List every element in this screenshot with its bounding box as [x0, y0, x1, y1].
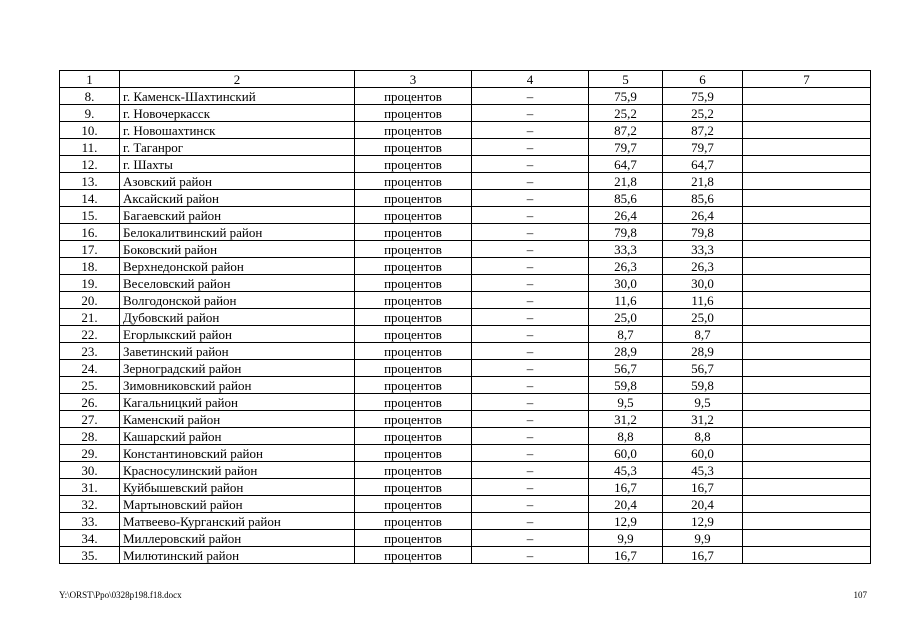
territory-name-cell: Веселовский район — [120, 275, 355, 292]
column-6-value-cell: 79,8 — [663, 224, 743, 241]
table-row — [60, 445, 871, 462]
territory-name-cell: Зимовниковский район — [120, 377, 355, 394]
column-7-cell — [743, 207, 871, 224]
territory-name-cell: Милютинский район — [120, 547, 355, 564]
column-4-cell: – — [472, 479, 589, 496]
table-row — [60, 411, 871, 428]
table-row — [60, 547, 871, 564]
unit-cell: процентов — [355, 207, 472, 224]
territory-name-cell: Азовский район — [120, 173, 355, 190]
unit-cell: процентов — [355, 326, 472, 343]
column-6-value-cell: 26,4 — [663, 207, 743, 224]
column-7-cell — [743, 190, 871, 207]
territory-name-cell: г. Таганрог — [120, 139, 355, 156]
column-4-cell: – — [472, 224, 589, 241]
territory-name-cell: Кагальницкий район — [120, 394, 355, 411]
column-7-cell — [743, 292, 871, 309]
territory-name-cell: Верхнедонской район — [120, 258, 355, 275]
column-4-cell: – — [472, 105, 589, 122]
row-number-cell: 17. — [60, 241, 120, 258]
column-4-cell: – — [472, 122, 589, 139]
column-7-cell — [743, 105, 871, 122]
territory-name-cell: Егорлыкский район — [120, 326, 355, 343]
column-5-value-cell: 9,9 — [589, 530, 663, 547]
unit-cell: процентов — [355, 343, 472, 360]
column-5-value-cell: 16,7 — [589, 547, 663, 564]
column-6-value-cell: 64,7 — [663, 156, 743, 173]
column-6-value-cell: 56,7 — [663, 360, 743, 377]
row-number-cell: 31. — [60, 479, 120, 496]
row-number-cell: 21. — [60, 309, 120, 326]
page-number: 107 — [853, 590, 867, 600]
column-4-cell: – — [472, 445, 589, 462]
row-number-cell: 15. — [60, 207, 120, 224]
unit-cell: процентов — [355, 462, 472, 479]
column-6-value-cell: 30,0 — [663, 275, 743, 292]
column-4-cell: – — [472, 326, 589, 343]
column-7-cell — [743, 343, 871, 360]
table-row — [60, 309, 871, 326]
column-7-cell — [743, 547, 871, 564]
column-6-value-cell: 45,3 — [663, 462, 743, 479]
table-row — [60, 360, 871, 377]
column-6-value-cell: 20,4 — [663, 496, 743, 513]
table-row — [60, 207, 871, 224]
table-row — [60, 190, 871, 207]
territory-name-cell: г. Новочеркасск — [120, 105, 355, 122]
column-4-cell: – — [472, 309, 589, 326]
row-number-cell: 9. — [60, 105, 120, 122]
column-5-value-cell: 16,7 — [589, 479, 663, 496]
column-5-value-cell: 11,6 — [589, 292, 663, 309]
table-row — [60, 479, 871, 496]
territory-name-cell: Миллеровский район — [120, 530, 355, 547]
row-number-cell: 11. — [60, 139, 120, 156]
column-6-value-cell: 9,5 — [663, 394, 743, 411]
column-5-value-cell: 28,9 — [589, 343, 663, 360]
territory-name-cell: Багаевский район — [120, 207, 355, 224]
unit-cell: процентов — [355, 513, 472, 530]
column-7-cell — [743, 88, 871, 105]
column-7-cell — [743, 377, 871, 394]
table-row — [60, 88, 871, 105]
column-6-value-cell: 60,0 — [663, 445, 743, 462]
unit-cell: процентов — [355, 241, 472, 258]
row-number-cell: 34. — [60, 530, 120, 547]
table-row — [60, 139, 871, 156]
column-6-value-cell: 33,3 — [663, 241, 743, 258]
row-number-cell: 33. — [60, 513, 120, 530]
unit-cell: процентов — [355, 411, 472, 428]
column-4-cell: – — [472, 377, 589, 394]
column-5-value-cell: 20,4 — [589, 496, 663, 513]
header-cell: 2 — [120, 71, 355, 88]
header-cell: 5 — [589, 71, 663, 88]
table-header-row — [60, 71, 871, 88]
table-row — [60, 156, 871, 173]
row-number-cell: 18. — [60, 258, 120, 275]
unit-cell: процентов — [355, 377, 472, 394]
row-number-cell: 16. — [60, 224, 120, 241]
column-4-cell: – — [472, 190, 589, 207]
table-row — [60, 394, 871, 411]
column-4-cell: – — [472, 394, 589, 411]
unit-cell: процентов — [355, 173, 472, 190]
unit-cell: процентов — [355, 530, 472, 547]
territory-name-cell: Мартыновский район — [120, 496, 355, 513]
row-number-cell: 30. — [60, 462, 120, 479]
column-4-cell: – — [472, 88, 589, 105]
column-6-value-cell: 12,9 — [663, 513, 743, 530]
row-number-cell: 8. — [60, 88, 120, 105]
table-row — [60, 292, 871, 309]
column-5-value-cell: 56,7 — [589, 360, 663, 377]
column-5-value-cell: 31,2 — [589, 411, 663, 428]
column-7-cell — [743, 156, 871, 173]
territory-name-cell: Куйбышевский район — [120, 479, 355, 496]
territory-name-cell: Заветинский район — [120, 343, 355, 360]
column-6-value-cell: 25,0 — [663, 309, 743, 326]
territory-name-cell: Красносулинский район — [120, 462, 355, 479]
column-7-cell — [743, 224, 871, 241]
column-5-value-cell: 59,8 — [589, 377, 663, 394]
row-number-cell: 35. — [60, 547, 120, 564]
territory-name-cell: Зерноградский район — [120, 360, 355, 377]
territory-name-cell: г. Шахты — [120, 156, 355, 173]
column-6-value-cell: 79,7 — [663, 139, 743, 156]
column-7-cell — [743, 139, 871, 156]
row-number-cell: 13. — [60, 173, 120, 190]
row-number-cell: 20. — [60, 292, 120, 309]
column-5-value-cell: 25,2 — [589, 105, 663, 122]
column-7-cell — [743, 258, 871, 275]
territory-name-cell: Каменский район — [120, 411, 355, 428]
column-7-cell — [743, 428, 871, 445]
unit-cell: процентов — [355, 547, 472, 564]
column-7-cell — [743, 496, 871, 513]
column-7-cell — [743, 394, 871, 411]
unit-cell: процентов — [355, 496, 472, 513]
territory-name-cell: Волгодонской район — [120, 292, 355, 309]
table-row — [60, 513, 871, 530]
header-cell: 6 — [663, 71, 743, 88]
territory-name-cell: Константиновский район — [120, 445, 355, 462]
unit-cell: процентов — [355, 258, 472, 275]
column-4-cell: – — [472, 513, 589, 530]
column-4-cell: – — [472, 156, 589, 173]
column-4-cell: – — [472, 207, 589, 224]
column-5-value-cell: 75,9 — [589, 88, 663, 105]
unit-cell: процентов — [355, 445, 472, 462]
unit-cell: процентов — [355, 139, 472, 156]
column-5-value-cell: 85,6 — [589, 190, 663, 207]
column-7-cell — [743, 462, 871, 479]
column-4-cell: – — [472, 547, 589, 564]
data-table — [59, 70, 871, 564]
column-6-value-cell: 87,2 — [663, 122, 743, 139]
header-cell: 7 — [743, 71, 871, 88]
row-number-cell: 25. — [60, 377, 120, 394]
file-path-footer: Y:\ORST\Ppo\0328p198.f18.docx — [59, 590, 182, 600]
column-4-cell: – — [472, 343, 589, 360]
unit-cell: процентов — [355, 88, 472, 105]
column-5-value-cell: 9,5 — [589, 394, 663, 411]
table-row — [60, 343, 871, 360]
column-7-cell — [743, 122, 871, 139]
column-5-value-cell: 12,9 — [589, 513, 663, 530]
table-row — [60, 326, 871, 343]
column-5-value-cell: 33,3 — [589, 241, 663, 258]
unit-cell: процентов — [355, 479, 472, 496]
table-row — [60, 428, 871, 445]
column-6-value-cell: 25,2 — [663, 105, 743, 122]
table-row — [60, 530, 871, 547]
column-6-value-cell: 16,7 — [663, 479, 743, 496]
column-4-cell: – — [472, 411, 589, 428]
column-4-cell: – — [472, 462, 589, 479]
column-4-cell: – — [472, 428, 589, 445]
column-5-value-cell: 64,7 — [589, 156, 663, 173]
column-7-cell — [743, 360, 871, 377]
column-6-value-cell: 16,7 — [663, 547, 743, 564]
column-6-value-cell: 75,9 — [663, 88, 743, 105]
row-number-cell: 12. — [60, 156, 120, 173]
column-5-value-cell: 26,4 — [589, 207, 663, 224]
column-7-cell — [743, 530, 871, 547]
unit-cell: процентов — [355, 190, 472, 207]
column-6-value-cell: 9,9 — [663, 530, 743, 547]
column-5-value-cell: 79,8 — [589, 224, 663, 241]
table-row — [60, 496, 871, 513]
column-4-cell: – — [472, 292, 589, 309]
column-6-value-cell: 26,3 — [663, 258, 743, 275]
column-5-value-cell: 8,8 — [589, 428, 663, 445]
column-7-cell — [743, 445, 871, 462]
column-5-value-cell: 60,0 — [589, 445, 663, 462]
unit-cell: процентов — [355, 275, 472, 292]
column-4-cell: – — [472, 275, 589, 292]
row-number-cell: 10. — [60, 122, 120, 139]
table-row — [60, 241, 871, 258]
column-6-value-cell: 31,2 — [663, 411, 743, 428]
column-6-value-cell: 28,9 — [663, 343, 743, 360]
column-7-cell — [743, 275, 871, 292]
column-7-cell — [743, 479, 871, 496]
territory-name-cell: Белокалитвинский район — [120, 224, 355, 241]
header-cell: 4 — [472, 71, 589, 88]
table-row — [60, 462, 871, 479]
table-row — [60, 173, 871, 190]
territory-name-cell: Аксайский район — [120, 190, 355, 207]
column-7-cell — [743, 241, 871, 258]
row-number-cell: 28. — [60, 428, 120, 445]
column-5-value-cell: 79,7 — [589, 139, 663, 156]
column-4-cell: – — [472, 241, 589, 258]
unit-cell: процентов — [355, 105, 472, 122]
unit-cell: процентов — [355, 292, 472, 309]
row-number-cell: 14. — [60, 190, 120, 207]
row-number-cell: 27. — [60, 411, 120, 428]
row-number-cell: 32. — [60, 496, 120, 513]
column-5-value-cell: 26,3 — [589, 258, 663, 275]
territory-name-cell: Дубовский район — [120, 309, 355, 326]
column-7-cell — [743, 411, 871, 428]
column-5-value-cell: 87,2 — [589, 122, 663, 139]
column-6-value-cell: 85,6 — [663, 190, 743, 207]
unit-cell: процентов — [355, 309, 472, 326]
table-row — [60, 122, 871, 139]
row-number-cell: 29. — [60, 445, 120, 462]
unit-cell: процентов — [355, 156, 472, 173]
unit-cell: процентов — [355, 394, 472, 411]
column-7-cell — [743, 513, 871, 530]
row-number-cell: 23. — [60, 343, 120, 360]
table-row — [60, 258, 871, 275]
territory-name-cell: г. Новошахтинск — [120, 122, 355, 139]
column-7-cell — [743, 309, 871, 326]
column-6-value-cell: 21,8 — [663, 173, 743, 190]
territory-name-cell: Боковский район — [120, 241, 355, 258]
table-row — [60, 377, 871, 394]
unit-cell: процентов — [355, 428, 472, 445]
unit-cell: процентов — [355, 224, 472, 241]
header-cell: 3 — [355, 71, 472, 88]
column-4-cell: – — [472, 258, 589, 275]
table-row — [60, 105, 871, 122]
column-6-value-cell: 59,8 — [663, 377, 743, 394]
column-7-cell — [743, 173, 871, 190]
row-number-cell: 26. — [60, 394, 120, 411]
row-number-cell: 19. — [60, 275, 120, 292]
table-row — [60, 275, 871, 292]
column-4-cell: – — [472, 173, 589, 190]
territory-name-cell: Матвеево-Курганский район — [120, 513, 355, 530]
row-number-cell: 24. — [60, 360, 120, 377]
header-cell: 1 — [60, 71, 120, 88]
table-row — [60, 224, 871, 241]
column-4-cell: – — [472, 530, 589, 547]
column-6-value-cell: 8,8 — [663, 428, 743, 445]
territory-name-cell: г. Каменск-Шахтинский — [120, 88, 355, 105]
column-4-cell: – — [472, 360, 589, 377]
column-4-cell: – — [472, 139, 589, 156]
column-7-cell — [743, 326, 871, 343]
column-5-value-cell: 8,7 — [589, 326, 663, 343]
row-number-cell: 22. — [60, 326, 120, 343]
column-6-value-cell: 11,6 — [663, 292, 743, 309]
column-5-value-cell: 45,3 — [589, 462, 663, 479]
territory-name-cell: Кашарский район — [120, 428, 355, 445]
column-5-value-cell: 25,0 — [589, 309, 663, 326]
column-4-cell: – — [472, 496, 589, 513]
column-5-value-cell: 21,8 — [589, 173, 663, 190]
unit-cell: процентов — [355, 122, 472, 139]
column-6-value-cell: 8,7 — [663, 326, 743, 343]
column-5-value-cell: 30,0 — [589, 275, 663, 292]
unit-cell: процентов — [355, 360, 472, 377]
